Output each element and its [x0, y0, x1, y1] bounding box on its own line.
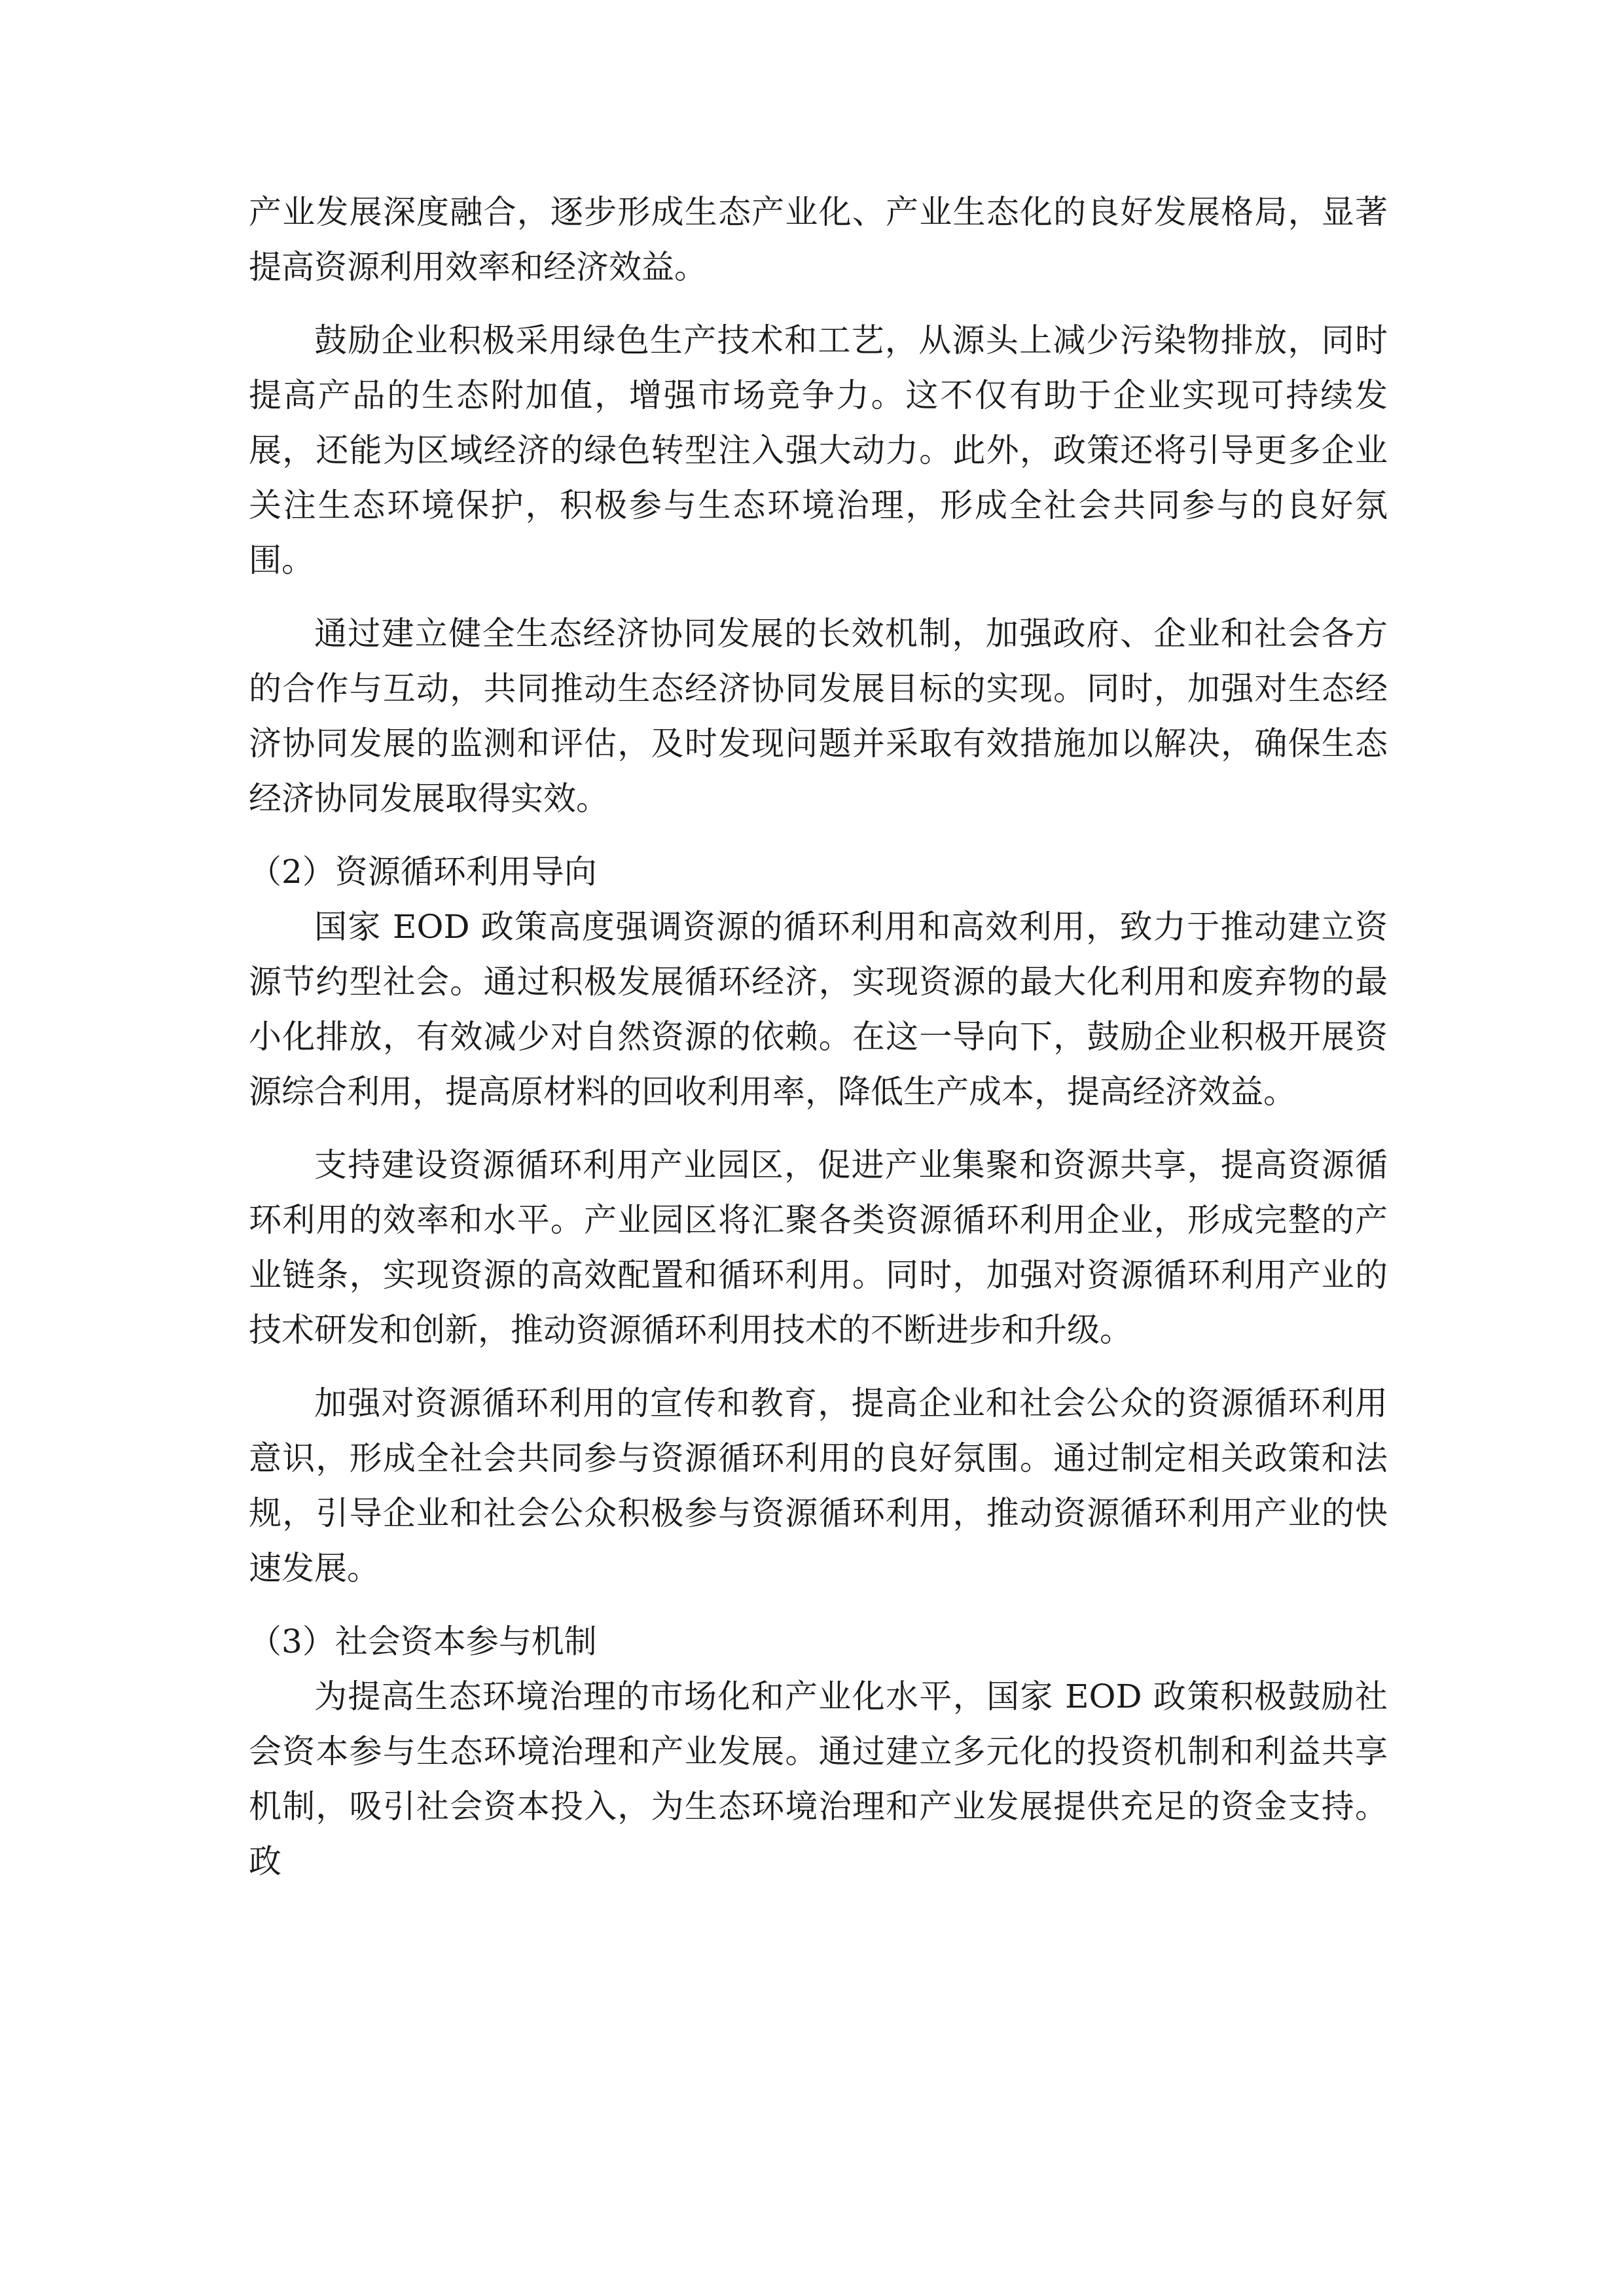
paragraph: 为提高生态环境治理的市场化和产业化水平，国家 EOD 政策积极鼓励社会资本参与生态环境治理和产业发展。通过建立多元化的投资机制和利益共享机制，吸引社会资本投入，为生态环境治理和产业发展提供充足的资金支持。政 — [249, 1677, 1388, 1880]
section-heading: （3）社会资本参与机制 — [249, 1623, 597, 1660]
section-heading: （2）资源循环利用导向 — [249, 853, 597, 891]
paragraph: 产业发展深度融合，逐步形成生态产业化、产业生态化的良好发展格局，显著提高资源利用效率和经济效益。 — [249, 193, 1388, 286]
document-body — [249, 185, 1388, 1907]
paragraph: 国家 EOD 政策高度强调资源的循环利用和高效利用，致力于推动建立资源节约型社会。通过积极发展循环经济，实现资源的最大化利用和废弃物的最小化排放，有效减少对自然资源的依赖。在这一导向下，鼓励企业积极开展资源综合利用，提高原材料的回收利用率，降低生产成本，提高经济效益。 — [249, 908, 1388, 1111]
paragraph: 通过建立健全生态经济协同发展的长效机制，加强政府、企业和社会各方的合作与互动，共同推动生态经济协同发展目标的实现。同时，加强对生态经济协同发展的监测和评估，及时发现问题并采取有效措施加以解决，确保生态经济协同发展取得实效。 — [249, 615, 1388, 817]
paragraph: 鼓励企业积极采用绿色生产技术和工艺，从源头上减少污染物排放，同时提高产品的生态附加值，增强市场竞争力。这不仅有助于企业实现可持续发展，还能为区域经济的绿色转型注入强大动力。此外，政策还将引导更多企业关注生态环境保护，积极参与生态环境治理，形成全社会共同参与的良好氛围。 — [249, 321, 1388, 579]
paragraph: 支持建设资源循环利用产业园区，促进产业集聚和资源共享，提高资源循环利用的效率和水平。产业园区将汇聚各类资源循环利用企业，形成完整的产业链条，实现资源的高效配置和循环利用。同时，加强对资源循环利用产业的技术研发和创新，推动资源循环利用技术的不断进步和升级。 — [249, 1146, 1388, 1349]
paragraph: 加强对资源循环利用的宣传和教育，提高企业和社会公众的资源循环利用意识，形成全社会共同参与资源循环利用的良好氛围。通过制定相关政策和法规，引导企业和社会公众积极参与资源循环利用，推动资源循环利用产业的快速发展。 — [249, 1384, 1388, 1587]
